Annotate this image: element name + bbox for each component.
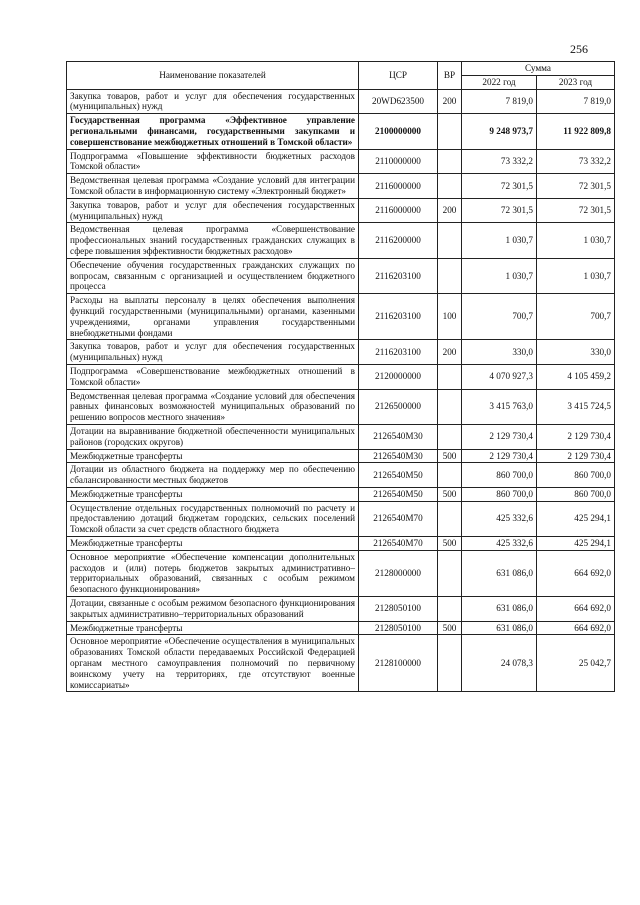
row-value-2023: 700,7 [537, 294, 615, 340]
row-vr: 200 [438, 340, 462, 365]
row-vr [438, 635, 462, 692]
row-name: Дотации на выравнивание бюджетной обеспеченности муниципальных районов (городских округов) [67, 424, 359, 449]
row-csr: 2116203100 [359, 294, 438, 340]
table-row [67, 223, 615, 258]
row-csr: 2116000000 [359, 198, 438, 223]
row-value-2023: 1 030,7 [537, 223, 615, 258]
row-vr [438, 501, 462, 536]
row-value-2022: 425 332,6 [462, 537, 537, 551]
row-csr: 2128050100 [359, 597, 438, 622]
row-vr: 500 [438, 537, 462, 551]
table-row [67, 621, 615, 635]
row-value-2022: 631 086,0 [462, 550, 537, 596]
row-value-2022: 860 700,0 [462, 487, 537, 501]
row-value-2023: 7 819,0 [537, 89, 615, 114]
row-value-2022: 700,7 [462, 294, 537, 340]
row-csr: 2116203100 [359, 258, 438, 293]
row-name: Закупка товаров, работ и услуг для обеспечения государственных (муниципальных) нужд [67, 340, 359, 365]
table-row [67, 537, 615, 551]
row-value-2023: 4 105 459,2 [537, 364, 615, 389]
row-value-2022: 72 301,5 [462, 174, 537, 199]
row-vr [438, 364, 462, 389]
page-number: 256 [570, 42, 588, 56]
row-vr [438, 389, 462, 424]
row-value-2022: 24 078,3 [462, 635, 537, 692]
row-value-2022: 2 129 730,4 [462, 424, 537, 449]
row-vr [438, 149, 462, 174]
row-value-2023: 664 692,0 [537, 597, 615, 622]
row-vr [438, 597, 462, 622]
table-body [67, 89, 615, 692]
row-value-2023: 860 700,0 [537, 487, 615, 501]
row-value-2023: 25 042,7 [537, 635, 615, 692]
header-name: Наименование показателей [67, 62, 359, 90]
table-row [67, 340, 615, 365]
header-year-2022: 2022 год [462, 75, 537, 89]
table-row [67, 389, 615, 424]
row-name: Основное мероприятие «Обеспечение осуществления в муниципальных образованиях Томской области передаваемых Российской Федерацией органам местного самоуправления полномочий по первичному воинскому учету на территориях, где отсутствуют военные комиссариаты» [67, 635, 359, 692]
table-row [67, 501, 615, 536]
row-value-2022: 7 819,0 [462, 89, 537, 114]
row-csr: 2128100000 [359, 635, 438, 692]
row-vr [438, 463, 462, 488]
row-value-2022: 73 332,2 [462, 149, 537, 174]
row-value-2023: 330,0 [537, 340, 615, 365]
table-row [67, 114, 615, 149]
row-name: Межбюджетные трансферты [67, 449, 359, 463]
row-value-2022: 1 030,7 [462, 223, 537, 258]
row-csr: 20WD623500 [359, 89, 438, 114]
table-row [67, 364, 615, 389]
row-vr: 200 [438, 89, 462, 114]
row-csr: 2128000000 [359, 550, 438, 596]
row-csr: 2110000000 [359, 149, 438, 174]
row-vr [438, 550, 462, 596]
row-value-2022: 425 332,6 [462, 501, 537, 536]
row-csr: 2126500000 [359, 389, 438, 424]
row-vr: 500 [438, 449, 462, 463]
row-value-2023: 425 294,1 [537, 537, 615, 551]
row-name: Ведомственная целевая программа «Создание условий для интеграции Томской области в информационную систему «Электронный бюджет» [67, 174, 359, 199]
row-csr: 2126540M30 [359, 424, 438, 449]
row-name: Ведомственная целевая программа «Создание условий для обеспечения равных финансовых возможностей муниципальных образований по решению вопросов местного значения» [67, 389, 359, 424]
row-value-2023: 72 301,5 [537, 198, 615, 223]
row-csr: 2116203100 [359, 340, 438, 365]
row-name: Основное мероприятие «Обеспечение компенсации дополнительных расходов и (или) потерь бюджетов закрытых административно–территориальных образований, связанных с особым режимом безопасного функционирования» [67, 550, 359, 596]
row-value-2022: 4 070 927,3 [462, 364, 537, 389]
table-row [67, 597, 615, 622]
row-vr [438, 258, 462, 293]
row-value-2022: 631 086,0 [462, 597, 537, 622]
row-name: Обеспечение обучения государственных гражданских служащих по вопросам, связанным с организацией и осуществлением бюджетного процесса [67, 258, 359, 293]
row-value-2023: 11 922 809,8 [537, 114, 615, 149]
row-name: Межбюджетные трансферты [67, 487, 359, 501]
row-value-2023: 664 692,0 [537, 550, 615, 596]
table-row [67, 424, 615, 449]
row-name: Осуществление отдельных государственных полномочий по расчету и предоставлению дотаций бюджетам городских, сельских поселений Томской области за счет средств областного бюджета [67, 501, 359, 536]
row-value-2022: 631 086,0 [462, 621, 537, 635]
row-vr [438, 223, 462, 258]
row-name: Межбюджетные трансферты [67, 537, 359, 551]
row-value-2023: 73 332,2 [537, 149, 615, 174]
row-value-2023: 3 415 724,5 [537, 389, 615, 424]
row-csr: 2128050100 [359, 621, 438, 635]
row-name: Расходы на выплаты персоналу в целях обеспечения выполнения функций государственными (муниципальными) органами, казенными учреждениями, органами управления государственными внебюджетными фондами [67, 294, 359, 340]
header-csr: ЦСР [359, 62, 438, 90]
row-csr: 2120000000 [359, 364, 438, 389]
row-value-2023: 72 301,5 [537, 174, 615, 199]
header-vr: ВР [438, 62, 462, 90]
row-value-2022: 330,0 [462, 340, 537, 365]
row-csr: 2126540M50 [359, 487, 438, 501]
budget-table [66, 61, 615, 692]
table-row [67, 89, 615, 114]
row-name: Межбюджетные трансферты [67, 621, 359, 635]
row-name: Подпрограмма «Повышение эффективности бюджетных расходов Томской области» [67, 149, 359, 174]
row-vr: 100 [438, 294, 462, 340]
table-row [67, 294, 615, 340]
row-name: Закупка товаров, работ и услуг для обеспечения государственных (муниципальных) нужд [67, 89, 359, 114]
row-csr: 2126540M30 [359, 449, 438, 463]
row-csr: 2126540M50 [359, 463, 438, 488]
row-value-2022: 72 301,5 [462, 198, 537, 223]
row-vr: 500 [438, 487, 462, 501]
table-row [67, 174, 615, 199]
row-value-2023: 2 129 730,4 [537, 449, 615, 463]
row-value-2022: 860 700,0 [462, 463, 537, 488]
row-name: Государственная программа «Эффективное управление региональными финансами, государственными закупками и совершенствование межбюджетных отношений в Томской области» [67, 114, 359, 149]
table-row [67, 550, 615, 596]
table-row [67, 149, 615, 174]
row-vr [438, 424, 462, 449]
table-row [67, 635, 615, 692]
row-csr: 2116000000 [359, 174, 438, 199]
row-name: Ведомственная целевая программа «Совершенствование профессиональных знаний государственных гражданских служащих в сфере повышения эффективности бюджетных расходов» [67, 223, 359, 258]
row-vr: 500 [438, 621, 462, 635]
row-value-2023: 664 692,0 [537, 621, 615, 635]
row-csr: 2100000000 [359, 114, 438, 149]
row-name: Дотации, связанные с особым режимом безопасного функционирования закрытых административно–территориальных образований [67, 597, 359, 622]
table-row [67, 198, 615, 223]
row-value-2022: 2 129 730,4 [462, 449, 537, 463]
row-value-2023: 1 030,7 [537, 258, 615, 293]
row-value-2023: 425 294,1 [537, 501, 615, 536]
table-row [67, 449, 615, 463]
table-row [67, 487, 615, 501]
row-name: Закупка товаров, работ и услуг для обеспечения государственных (муниципальных) нужд [67, 198, 359, 223]
row-name: Дотации из областного бюджета на поддержку мер по обеспечению сбалансированности местных бюджетов [67, 463, 359, 488]
row-value-2023: 860 700,0 [537, 463, 615, 488]
row-vr: 200 [438, 198, 462, 223]
header-year-2023: 2023 год [537, 75, 615, 89]
row-vr [438, 114, 462, 149]
row-value-2023: 2 129 730,4 [537, 424, 615, 449]
table-row [67, 258, 615, 293]
row-vr [438, 174, 462, 199]
header-sum: Сумма [462, 62, 615, 76]
row-csr: 2126540M70 [359, 537, 438, 551]
row-value-2022: 1 030,7 [462, 258, 537, 293]
row-name: Подпрограмма «Совершенствование межбюджетных отношений в Томской области» [67, 364, 359, 389]
row-csr: 2116200000 [359, 223, 438, 258]
row-value-2022: 9 248 973,7 [462, 114, 537, 149]
table-row [67, 463, 615, 488]
row-value-2022: 3 415 763,0 [462, 389, 537, 424]
row-csr: 2126540M70 [359, 501, 438, 536]
